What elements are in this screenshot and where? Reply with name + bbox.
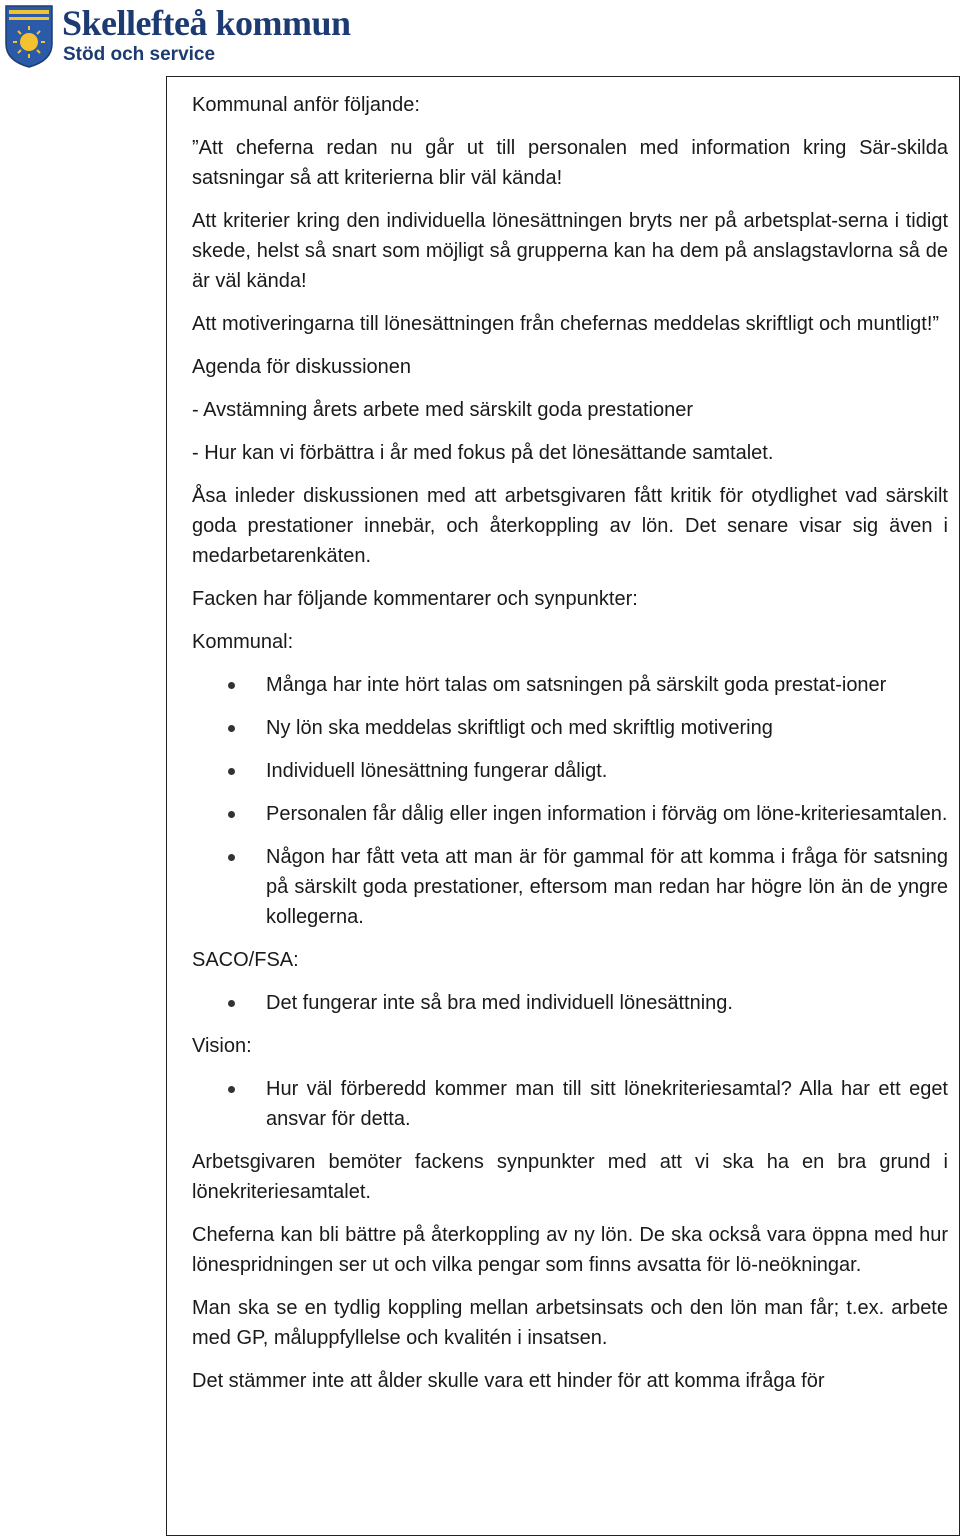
list-item: Individuell lönesättning fungerar dåligt. — [192, 756, 948, 786]
organization-name: Skellefteå kommun — [62, 3, 351, 43]
paragraph: ”Att cheferna redan nu går ut till personalen med information kring Sär-skilda satsningar så att kriterierna blir väl kända! — [192, 137, 948, 189]
section-heading-saco: SACO/FSA: — [192, 949, 299, 971]
list-item: Ny lön ska meddelas skriftligt och med skriftlig motivering — [192, 713, 948, 743]
bullet-icon — [228, 1086, 235, 1093]
paragraph: Cheferna kan bli bättre på återkoppling av ny lön. De ska också vara öppna med hur lönespridningen ser ut och vilka pengar som finns avsatta för lö-neökningar. — [192, 1224, 948, 1276]
paragraph: Det stämmer inte att ålder skulle vara ett hinder för att komma ifråga för — [192, 1370, 825, 1392]
paragraph: Man ska se en tydlig koppling mellan arbetsinsats och den lön man får; t.ex. arbete med GP, måluppfyllelse och kvalitén i insatsen. — [192, 1297, 948, 1349]
bullet-icon — [228, 1000, 235, 1007]
agenda-heading: Agenda för diskussionen — [192, 356, 412, 378]
paragraph: Kommunal anför följande: — [192, 94, 420, 116]
list-item: Hur väl förberedd kommer man till sitt lönekriteriesamtal? Alla har ett eget ansvar för detta. — [192, 1074, 948, 1134]
bullet-icon — [228, 682, 235, 689]
agenda-item: - Hur kan vi förbättra i år med fokus på det lönesättande samtalet. — [192, 442, 774, 464]
paragraph: Åsa inleder diskussionen med att arbetsgivaren fått kritik för otydlighet vad särskilt goda prestationer innebär, och återkoppling av lön. Det senare visar sig även i medarbetarenkäten. — [192, 485, 948, 567]
bullet-icon — [228, 768, 235, 775]
paragraph: Arbetsgivaren bemöter fackens synpunkter med att vi ska ha en bra grund i lönekriteriesamtalet. — [192, 1151, 948, 1203]
unit-name: Stöd och service — [63, 44, 216, 65]
list-item: Det fungerar inte så bra med individuell lönesättning. — [192, 988, 948, 1018]
bullet-icon — [228, 725, 235, 732]
bullet-icon — [228, 854, 235, 861]
list-item: Någon har fått veta att man är för gammal för att komma i fråga för satsning på särskilt goda prestationer, eftersom man redan har högre lön än de yngre kollegerna. — [192, 842, 948, 932]
paragraph: Att motiveringarna till lönesättningen från chefernas meddelas skriftligt och muntligt!” — [192, 313, 940, 335]
section-heading-vision: Vision: — [192, 1035, 252, 1057]
municipal-logo — [4, 4, 54, 68]
bullet-icon — [228, 811, 235, 818]
list-item: Personalen får dålig eller ingen information i förväg om löne-kriteriesamtalen. — [192, 799, 948, 829]
section-heading-kommunal: Kommunal: — [192, 631, 294, 653]
vision-list — [192, 1074, 948, 1134]
list-item: Många har inte hört talas om satsningen på särskilt goda prestat-ioner — [192, 670, 948, 700]
page-header — [4, 4, 424, 70]
kommunal-list — [192, 670, 948, 932]
saco-list — [192, 988, 948, 1018]
agenda-item: - Avstämning årets arbete med särskilt goda prestationer — [192, 399, 693, 421]
document-body — [192, 90, 948, 1409]
paragraph: Att kriterier kring den individuella lönesättningen bryts ner på arbetsplat-serna i tidigt skede, helst så snart som möjligt så grupperna kan ha dem på anslagstavlorna så de är väl kända! — [192, 210, 948, 292]
paragraph: Facken har följande kommentarer och synpunkter: — [192, 588, 638, 610]
